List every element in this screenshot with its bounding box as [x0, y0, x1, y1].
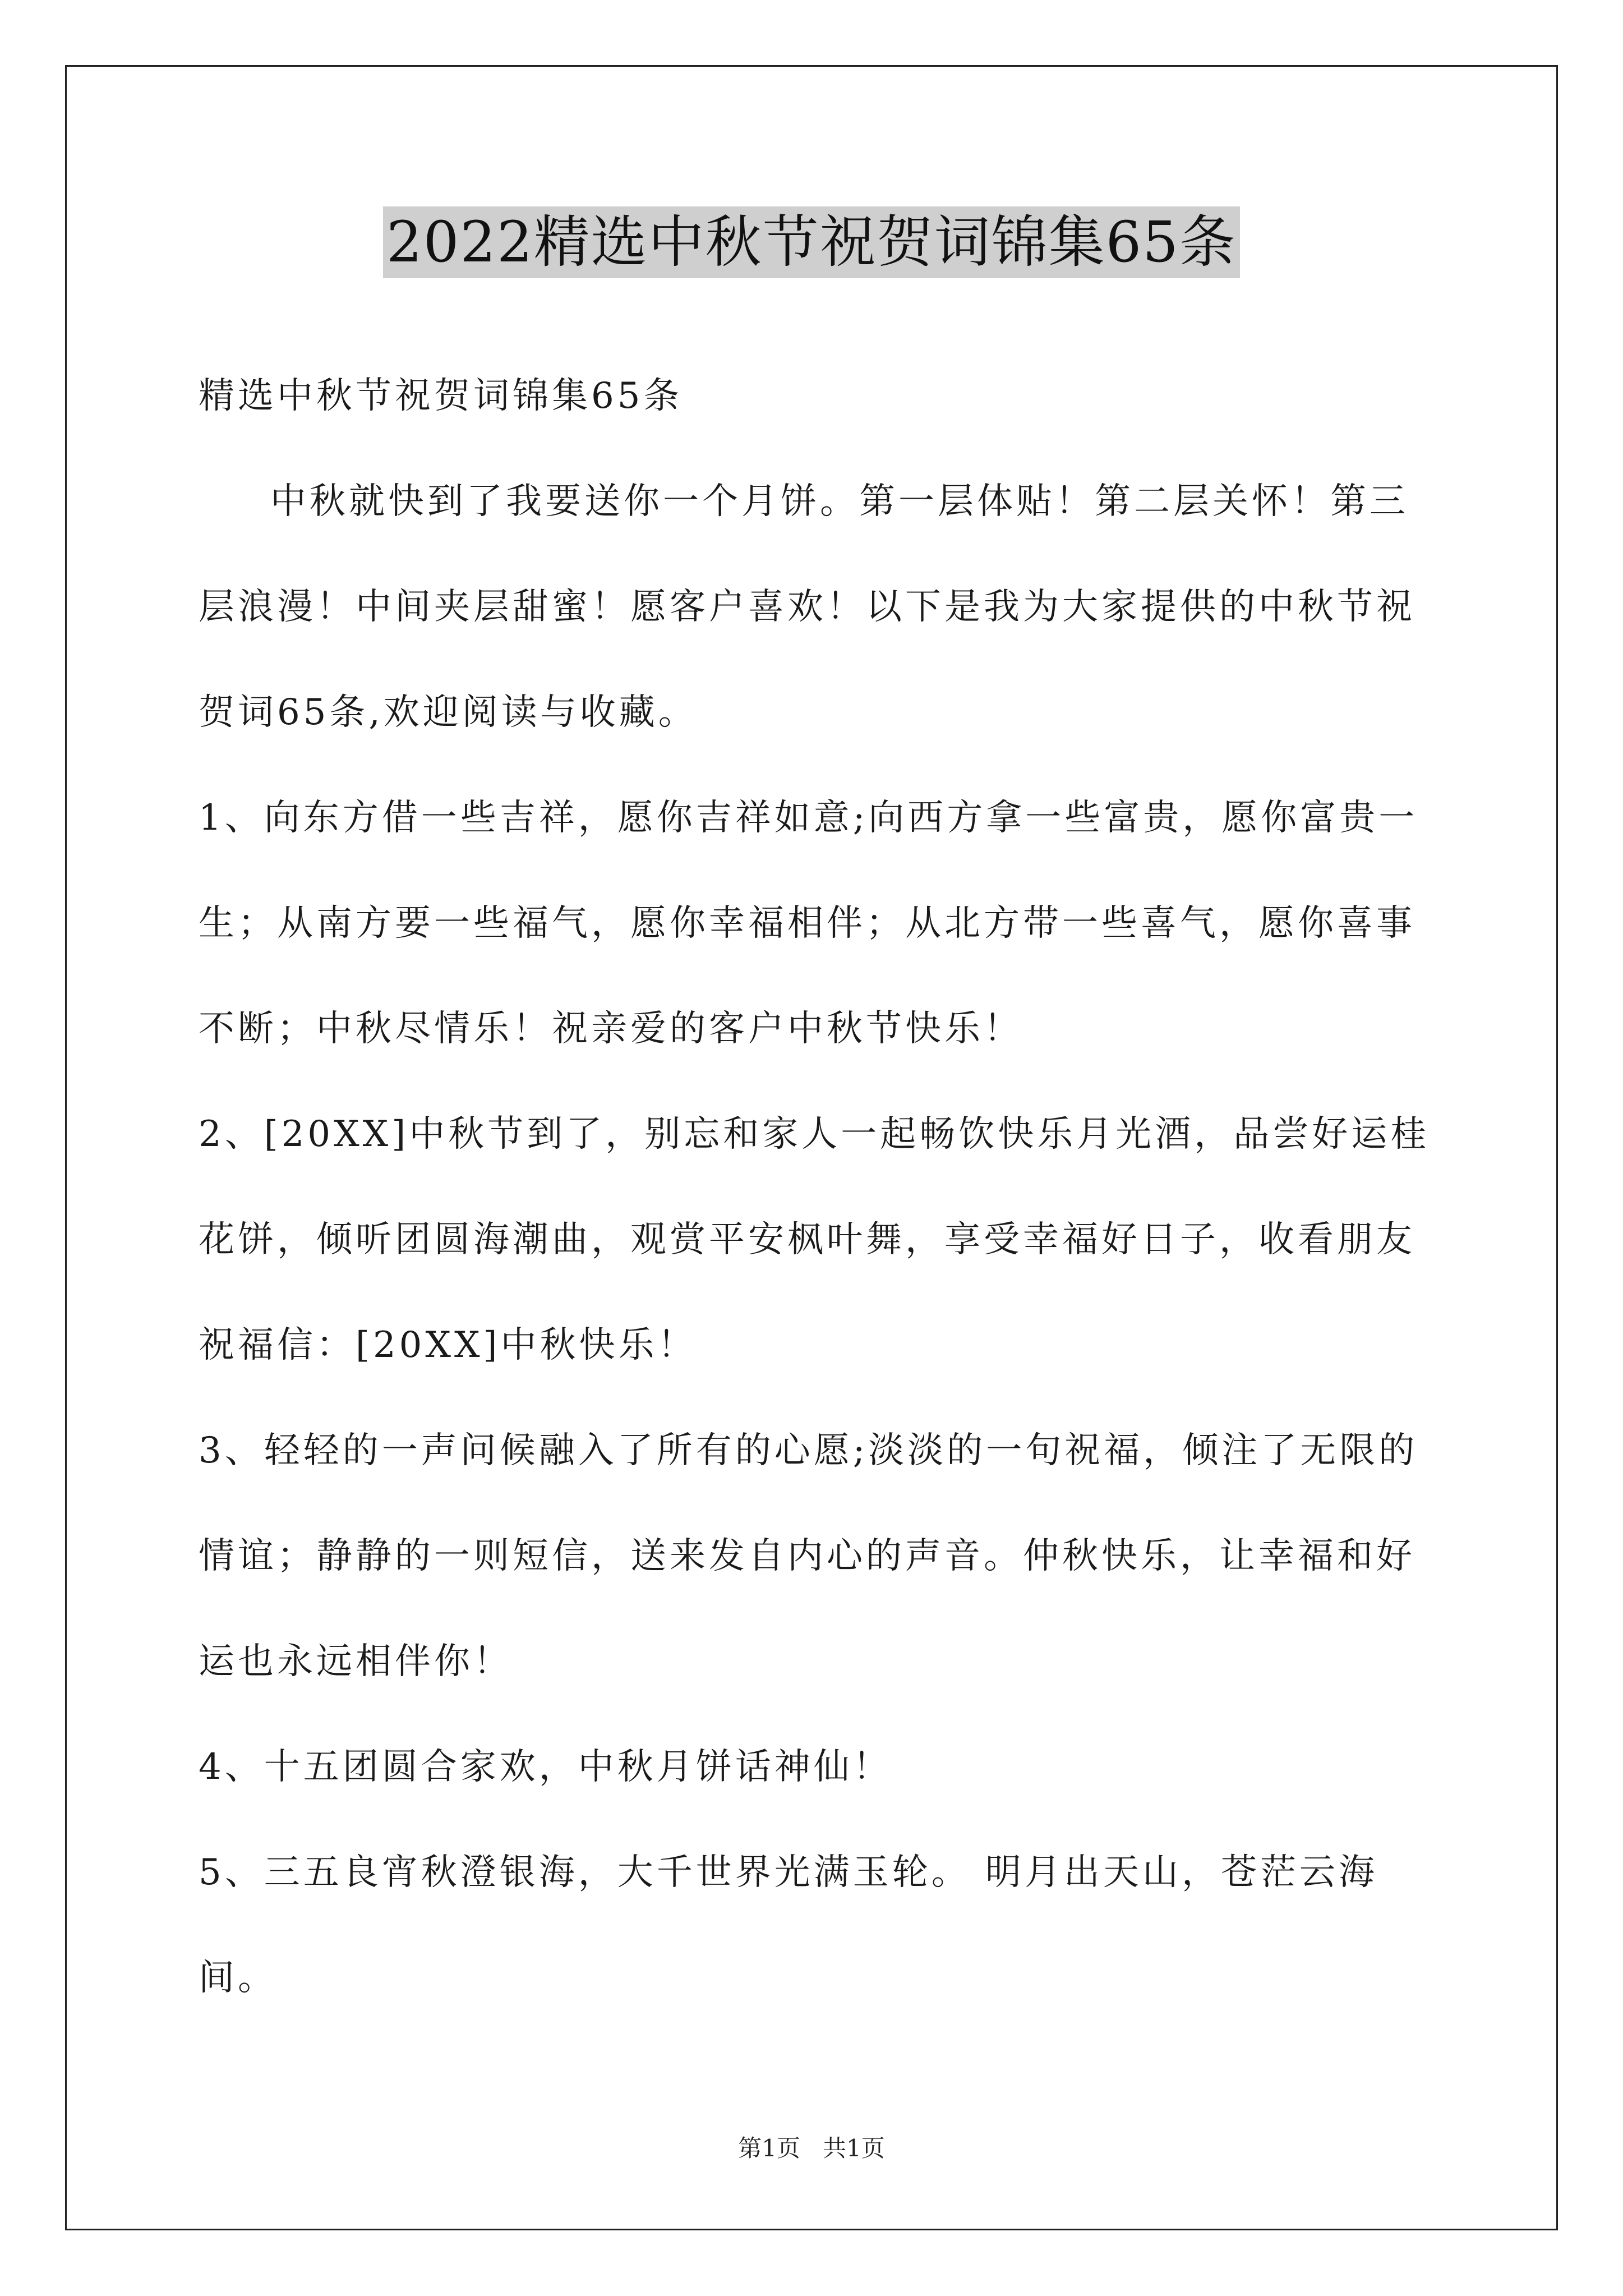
page-footer: [0, 2132, 1623, 2165]
title-container: [0, 206, 1623, 278]
intro-paragraph: 中秋就快到了我要送你一个月饼。第一层体贴！第二层关怀！第三层浪漫！中间夹层甜蜜！愿客户喜欢！以下是我为大家提供的中秋节祝贺词65条,欢迎阅读与收藏。: [199, 481, 1415, 733]
greeting-item-5: 5、三五良宵秋澄银海，大千世界光满玉轮。 明月出天山，苍茫云海间。: [199, 1852, 1378, 1999]
document-subtitle: 精选中秋节祝贺词锦集65条: [199, 375, 683, 417]
greeting-item-4: 4、十五团圆合家欢，中秋月饼话神仙！: [199, 1746, 892, 1788]
page-number: 第1页: [738, 2134, 800, 2162]
greeting-item-3: 3、轻轻的一声问候融入了所有的心愿;淡淡的一句祝福，倾注了无限的情谊；静静的一则短信，送来发自内心的声音。仲秋快乐，让幸福和好运也永远相伴你！: [199, 1430, 1418, 1682]
greeting-item-2: 2、[20XX]中秋节到了，别忘和家人一起畅饮快乐月光酒，品尝好运桂花饼，倾听团圆海潮曲，观赏平安枫叶舞，享受幸福好日子，收看朋友祝福信：[20XX]中秋快乐！: [199, 1114, 1430, 1366]
document-title: 2022精选中秋节祝贺词锦集65条: [383, 206, 1240, 278]
greeting-item-1: 1、向东方借一些吉祥，愿你吉祥如意;向西方拿一些富贵，愿你富贵一生；从南方要一些福气，愿你幸福相伴；从北方带一些喜气，愿你喜事不断；中秋尽情乐！祝亲爱的客户中秋节快乐！: [199, 797, 1418, 1050]
page-total: 共1页: [823, 2134, 885, 2162]
document-body: [199, 343, 1432, 2031]
